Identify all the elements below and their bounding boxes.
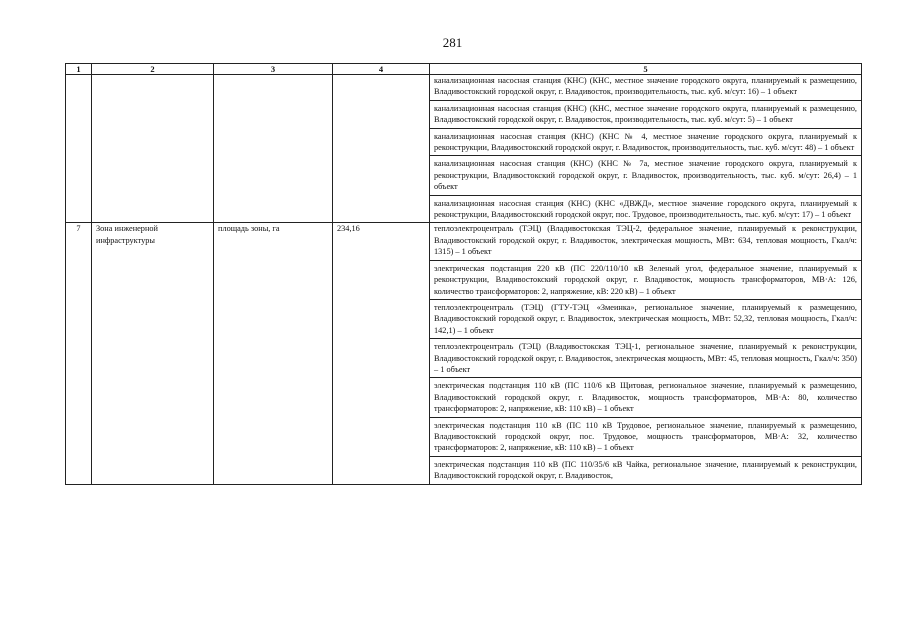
table-header-row [66,64,862,75]
cell-empty [333,75,430,223]
cell-empty [66,75,92,223]
object-entry: электрическая подстанция 220 кВ (ПС 220/110/10 кВ Зеленый угол, федеральное значение, планируемый к реконструкции, Владивостокский городской округ, г. Владивосток, мощность трансформаторов, МВ·А: 126, количество трансформаторов: 2, напряжение, кВ: 220 кВ) – 1 объект [430,260,861,299]
row-number: 7 [66,223,92,484]
page-number: 281 [442,35,463,50]
header-col-3: 3 [214,64,333,75]
parameter-value: 234,16 [333,223,430,484]
object-entry: теплоэлектроцентраль (ТЭЦ) (Владивостокская ТЭЦ-2, федеральное значение, планируемый к реконструкции, Владивостокский городской округ, г. Владивосток, электрическая мощность, МВт: 634, тепловая мощность, Гкал/ч: 1315) – 1 объект [434,224,857,257]
object-entry: канализационная насосная станция (КНС) (КНС № 4, местное значение городского округа, планируемый к реконструкции, Владивостокский городской округ, г. Владивосток, производительность, тыс. куб. м/сут: 48) – 1 объект [430,128,861,156]
objects-table [65,63,862,485]
parameter-name: площадь зоны, га [214,223,333,484]
object-entry: теплоэлектроцентраль (ТЭЦ) (ГТУ-ТЭЦ «Змеинка», региональное значение, планируемый к размещению, Владивостокский городской округ, г. Владивосток, электрическая мощность, МВт: 52,32, тепловая мощность, Гкал/ч: 142,1) – 1 объект [430,299,861,338]
object-entry: канализационная насосная станция (КНС) (КНС, местное значение городского округа, планируемый к размещению, Владивостокский городской округ, г. Владивосток, производительность, тыс. куб. м/сут: 5) – 1 объект [430,100,861,128]
objects-cell [430,75,862,223]
object-entry: электрическая подстанция 110 кВ (ПС 110/6 кВ Щитовая, региональное значение, планируемый к размещению, Владивостокский городской округ, г. Владивосток, мощность трансформаторов, МВ·А: 80, количество трансформаторов: 2, напряжение, кВ: 110 кВ) – 1 объект [430,377,861,416]
object-entry: электрическая подстанция 110 кВ (ПС 110 кВ Трудовое, региональное значение, планируемый к размещению, Владивостокский городской округ, пос. Трудовое, мощность трансформаторов, МВ·А: 32, количество трансформаторов: 2, напряжение, кВ: 110 кВ) – 1 объект [430,417,861,456]
object-entry: канализационная насосная станция (КНС) (КНС, местное значение городского округа, планируемый к размещению, Владивостокский городской округ, г. Владивосток, производительность, тыс. куб. м/сут: 16) – 1 объект [434,76,857,97]
cell-empty [92,75,214,223]
object-entry: теплоэлектроцентраль (ТЭЦ) (Владивостокская ТЭЦ-1, региональное значение, планируемый к реконструкции, Владивостокский городской округ, г. Владивосток, электрическая мощность, МВт: 45, тепловая мощность, Гкал/ч: 350) – 1 объект [430,338,861,377]
table-row-7 [66,223,862,484]
cell-empty [214,75,333,223]
object-entry: электрическая подстанция 110 кВ (ПС 110/35/6 кВ Чайка, региональное значение, планируемый к реконструкции, Владивостокский городской округ, г. Владивосток, [430,456,861,484]
header-col-5: 5 [430,64,862,75]
header-col-4: 4 [333,64,430,75]
zone-name: Зона инженерной инфраструктуры [92,223,214,484]
object-entry: канализационная насосная станция (КНС) (КНС «ДВЖД», местное значение городского округа, планируемый к реконструкции, Владивостокский городской округ, пос. Трудовое, производительность, тыс. куб. м/сут: 17) – 1 объект [430,195,861,223]
objects-cell [430,223,862,484]
table-row-continued [66,75,862,223]
object-entry: канализационная насосная станция (КНС) (КНС № 7а, местное значение городского округа, планируемый к реконструкции, Владивостокский городской округ, г. Владивосток, производительность, тыс. куб. м/сут: 26,4) – 1 объект [430,155,861,194]
header-col-1: 1 [66,64,92,75]
header-col-2: 2 [92,64,214,75]
